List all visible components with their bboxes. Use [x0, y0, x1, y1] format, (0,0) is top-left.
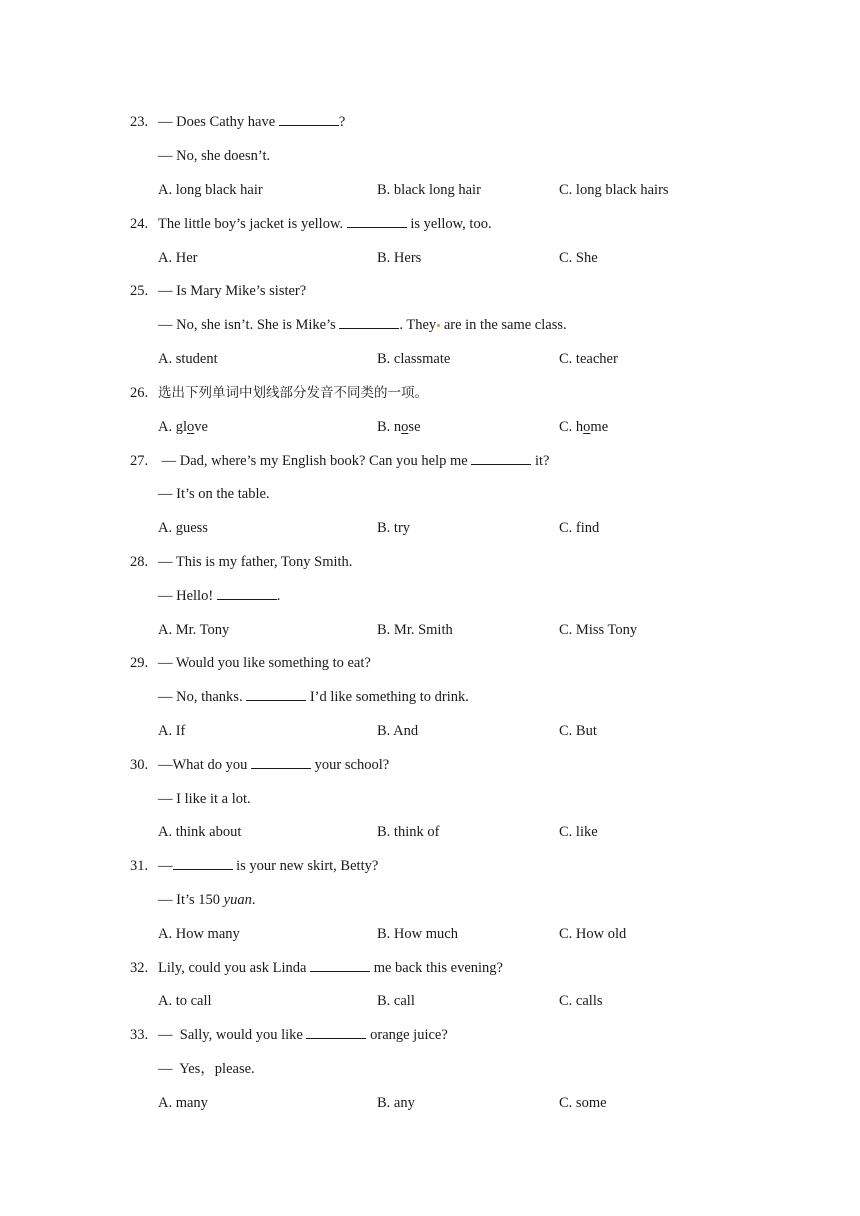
stem-text: is yellow, too. [406, 216, 492, 232]
stem-text: —What do you [158, 757, 252, 773]
option-text: B. n [377, 419, 402, 435]
option-b: B. call [377, 993, 415, 1009]
stem-text: . [276, 588, 281, 604]
question-number: 30. [130, 757, 149, 773]
dialogue-line: — This is my father, Tony Smith. [158, 554, 353, 570]
option-a: A. think about [158, 824, 242, 840]
question-stem [158, 452, 549, 470]
answer-blank [471, 452, 531, 465]
answer-blank [217, 587, 277, 600]
stem-text: is your new skirt, Betty? [232, 858, 379, 874]
answer-blank [339, 316, 399, 329]
italic-word: yuan [223, 892, 252, 908]
question-stem [158, 1026, 448, 1044]
answer-blank [173, 857, 233, 870]
stem-text: it? [531, 453, 550, 469]
stem-text: — No, she isn’t. She is Mike’s [158, 317, 340, 333]
option-a: A. If [158, 723, 186, 739]
answer-blank [251, 756, 311, 769]
option-a: A. to call [158, 993, 212, 1009]
option-a: A. student [158, 351, 218, 367]
dialogue-line: — Is Mary Mike’s sister? [158, 283, 307, 299]
option-text: ve [194, 419, 208, 435]
dialogue-line: — No, she doesn’t. [158, 148, 271, 164]
dialogue-line [158, 891, 255, 909]
option-c: C. long black hairs [559, 182, 669, 198]
stem-text: Lily, could you ask Linda [158, 960, 311, 976]
stem-text: The little boy’s jacket is yellow. [158, 216, 347, 232]
option-c: C. find [559, 520, 600, 536]
question-stem [158, 756, 389, 774]
option-b [377, 418, 421, 436]
option-b: B. classmate [377, 351, 451, 367]
dialogue-line: — I like it a lot. [158, 791, 251, 807]
question-number: 25. [130, 283, 149, 299]
question-number: 26. [130, 385, 149, 401]
option-c: C. some [559, 1095, 607, 1111]
underlined-letter: o [401, 419, 409, 435]
question-number: 28. [130, 554, 149, 570]
question-stem [158, 688, 469, 706]
stem-text: — It’s 150 [158, 892, 224, 908]
option-b: B. any [377, 1095, 415, 1111]
question-stem [158, 215, 492, 233]
option-c: C. But [559, 723, 597, 739]
question-stem [158, 113, 345, 131]
question-stem [158, 316, 567, 334]
stem-text: I’d like something to drink. [306, 689, 469, 705]
stem-text: . They [399, 317, 437, 333]
option-a: A. long black hair [158, 182, 263, 198]
option-a: A. many [158, 1095, 208, 1111]
dialogue-line: — Yes，please. [158, 1061, 255, 1077]
question-stem [158, 959, 503, 977]
answer-blank [279, 113, 339, 126]
option-c [559, 418, 608, 436]
stem-text: . [251, 892, 256, 908]
stem-text: — No, thanks. [158, 689, 247, 705]
underlined-letter: o [187, 419, 195, 435]
answer-blank [246, 688, 306, 701]
stem-text: — Hello! [158, 588, 217, 604]
option-c: C. like [559, 824, 598, 840]
answer-blank [306, 1026, 366, 1039]
option-c: C. She [559, 250, 598, 266]
stem-text: ? [338, 114, 346, 130]
stem-text: me back this evening? [370, 960, 503, 976]
stem-text: — [158, 858, 173, 874]
option-c: C. How old [559, 926, 627, 942]
option-b: B. Hers [377, 250, 422, 266]
option-b: B. try [377, 520, 411, 536]
option-b: B. And [377, 723, 419, 739]
question-number: 32. [130, 960, 149, 976]
option-b: B. How much [377, 926, 458, 942]
dialogue-line: — It’s on the table. [158, 486, 270, 502]
stem-text: — Does Cathy have [158, 114, 279, 130]
option-c: C. Miss Tony [559, 622, 638, 638]
stem-text: — Dad, where’s my English book? Can you help me [158, 453, 472, 469]
option-a: A. How many [158, 926, 240, 942]
question-stem [158, 587, 280, 605]
stem-text: orange juice? [366, 1027, 448, 1043]
option-a: A. Mr. Tony [158, 622, 230, 638]
option-c: C. calls [559, 993, 603, 1009]
question-number: 31. [130, 858, 149, 874]
option-text: C. h [559, 419, 584, 435]
question-number: 23. [130, 114, 149, 130]
option-c: C. teacher [559, 351, 618, 367]
option-b: B. think of [377, 824, 440, 840]
question-number: 24. [130, 216, 149, 232]
option-text: A. gl [158, 419, 187, 435]
underlined-letter: o [583, 419, 591, 435]
question-number: 29. [130, 655, 149, 671]
option-b: B. Mr. Smith [377, 622, 453, 638]
stem-text: are in the same class. [440, 317, 567, 333]
question-stem [158, 857, 378, 875]
question-number: 33. [130, 1027, 149, 1043]
question-instruction: 选出下列单词中划线部分发音不同类的一项。 [158, 385, 428, 401]
stem-text: your school? [311, 757, 390, 773]
option-text: me [590, 419, 609, 435]
option-a: A. Her [158, 250, 198, 266]
dialogue-line: — Would you like something to eat? [158, 655, 371, 671]
option-a [158, 418, 208, 436]
option-text: se [408, 419, 421, 435]
option-a: A. guess [158, 520, 208, 536]
question-number: 27. [130, 453, 149, 469]
stem-text: — Sally, would you like [158, 1027, 307, 1043]
answer-blank [347, 215, 407, 228]
answer-blank [310, 959, 370, 972]
option-b: B. black long hair [377, 182, 481, 198]
